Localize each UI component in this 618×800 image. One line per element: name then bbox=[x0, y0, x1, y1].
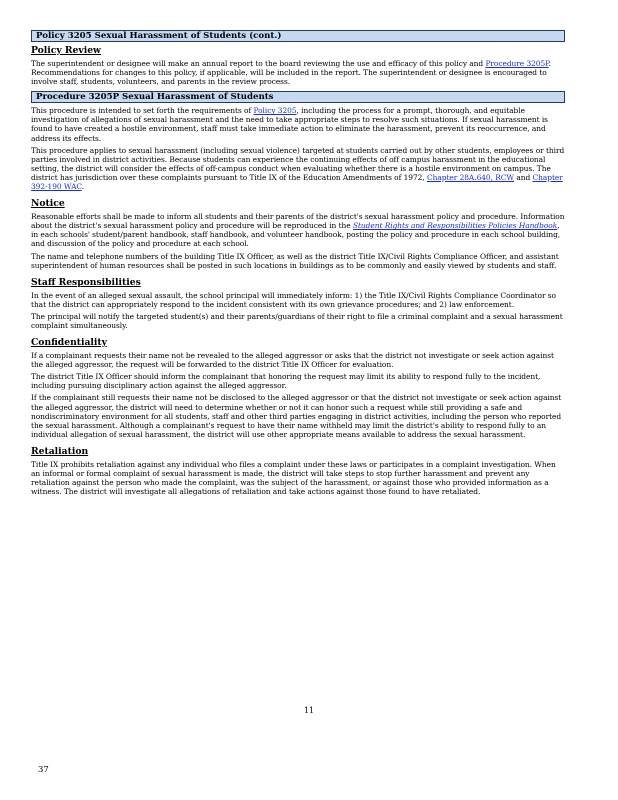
text-segment: This procedure is intended to set forth the requirements of bbox=[31, 106, 254, 116]
paragraph-retaliation: Title IX prohibits retaliation against any individual who files a complaint under these laws or participates in a complaint investigation. When an informal or formal complaint of sexual harassment is made, the district will take steps to stop further harassment and prevent any retaliation against the person who made the complaint, was the subject of the harassment, or against those who provided information as a witness. The district will investigate all allegations of retaliation and take actions against those found to have retaliated. bbox=[31, 459, 556, 497]
paragraph-notice-2: The name and telephone numbers of the building Title IX Officer, as well as the district Title IX/Civil Rights Compliance Officer, and assistant superintendent of human resources shall be posted in such locations in buildings as to be commonly and easily viewed by students and staff. bbox=[31, 251, 559, 270]
page-content bbox=[31, 30, 565, 496]
link-chapter-28a-640-rcw[interactable]: Chapter 28A.640, RCW bbox=[426, 172, 515, 182]
paragraph-confidentiality-2: The district Title IX Officer should inform the complainant that honoring the request may limit its ability to respond fully to the incident, including pursuing disciplinary action against the alleged aggressor. bbox=[31, 372, 541, 391]
paragraph-notice-1 bbox=[31, 212, 565, 248]
heading-confidentiality: Confidentiality bbox=[31, 337, 107, 349]
heading-notice: Notice bbox=[31, 198, 65, 210]
paragraph-staff-2: The principal will notify the targeted student(s) and their parents/guardians of their right to file a criminal complaint and a sexual harassment complaint simultaneously. bbox=[31, 311, 563, 330]
text-segment: . Recommendations for changes to this policy, if applicable, will be included in the report. The superintendent or designee is encouraged to involve staff, students, volunteers, and parents in the review process. bbox=[31, 59, 551, 87]
section-header-procedure-3205p: Procedure 3205P Sexual Harassment of Students bbox=[31, 91, 565, 103]
text-segment: and bbox=[514, 172, 533, 182]
heading-retaliation: Retaliation bbox=[31, 445, 89, 457]
link-policy-3205[interactable]: Policy 3205 bbox=[253, 106, 297, 116]
text-segment: . bbox=[81, 182, 85, 192]
document-page-number: 37 bbox=[38, 765, 49, 775]
heading-policy-review: Policy Review bbox=[31, 45, 101, 56]
link-student-rights-handbook[interactable]: Student Rights and Responsibilities Policies Handbook bbox=[352, 221, 558, 231]
heading-staff-responsibilities: Staff Responsibilities bbox=[31, 276, 141, 288]
paragraph-procedure-scope bbox=[31, 146, 565, 191]
page-number: 11 bbox=[303, 706, 315, 715]
link-procedure-3205p[interactable]: Procedure 3205P bbox=[485, 59, 549, 68]
paragraph-staff-1: In the event of an alleged sexual assault, the school principal will immediately inform: 1) the Title IX/Civil Rights Compliance Coordinator so that the district can appropriately respond to the incident consistent with its own grievance procedures; and 2) law enforcement. bbox=[31, 290, 556, 309]
section-header-policy-3205-cont: Policy 3205 Sexual Harassment of Students (cont.) bbox=[31, 30, 565, 42]
text-segment: , in each schools' student/parent handbook, staff handbook, and volunteer handbook, posting the policy and procedure in each school building, and discussion of the policy and procedure at each school. bbox=[31, 221, 561, 249]
paragraph-procedure-intro bbox=[31, 106, 565, 142]
link-chapter-392-190-wac[interactable]: Chapter 392-190 WAC bbox=[31, 172, 563, 192]
text-segment: , including the process for a prompt, thorough, and equitable investigation of allegations of sexual harassment and the need to take appropriate steps to resolve such situations. If sexual harassment is found to have created a hostile environment, staff must take immediate action to eliminate the harassment, prevent its reoccurrence, and address its effects. bbox=[31, 106, 548, 143]
paragraph-policy-review bbox=[31, 59, 565, 86]
text-segment: Reasonable efforts shall be made to inform all students and their parents of the district's sexual harassment policy and procedure. Information about the district's sexual harassment policy and procedure will be reproduced in the bbox=[31, 212, 565, 231]
paragraph-confidentiality-1: If a complainant requests their name not be revealed to the alleged aggressor or asks that the district not investigate or seek action against the alleged aggressor, the request will be forwarded to the district Title IX Officer for evaluation. bbox=[31, 351, 554, 370]
paragraph-confidentiality-3: If the complainant still requests their name not be disclosed to the alleged aggressor or that the district not investigate or seek action against the alleged aggressor, the district will need to determine whether or not it can honor such a request while still providing a safe and nondiscriminatory environment for all students, staff and other third parties engaging in district activities, including the person who reported the sexual harassment. Although a complainant's request to have their name withheld may limit the district's ability to respond fully to an individual allegation of sexual harassment, the district will use other appropriate means available to address the sexual harassment. bbox=[31, 393, 562, 439]
text-segment: The superintendent or designee will make an annual report to the board reviewing the use and efficacy of this policy and bbox=[31, 59, 484, 68]
text-segment: This procedure applies to sexual harassment (including sexual violence) targeted at students carried out by other students, employees or third parties involved in district activities. Because students can experience the continuing effects of off campus harassment in the educational setting, the district will consider the effects of off-campus conduct when evaluating whether there is a hostile environment on campus. The district has jurisdiction over these complaints pursuant to Title IX of the Education Amendments of 1972, bbox=[31, 145, 565, 182]
